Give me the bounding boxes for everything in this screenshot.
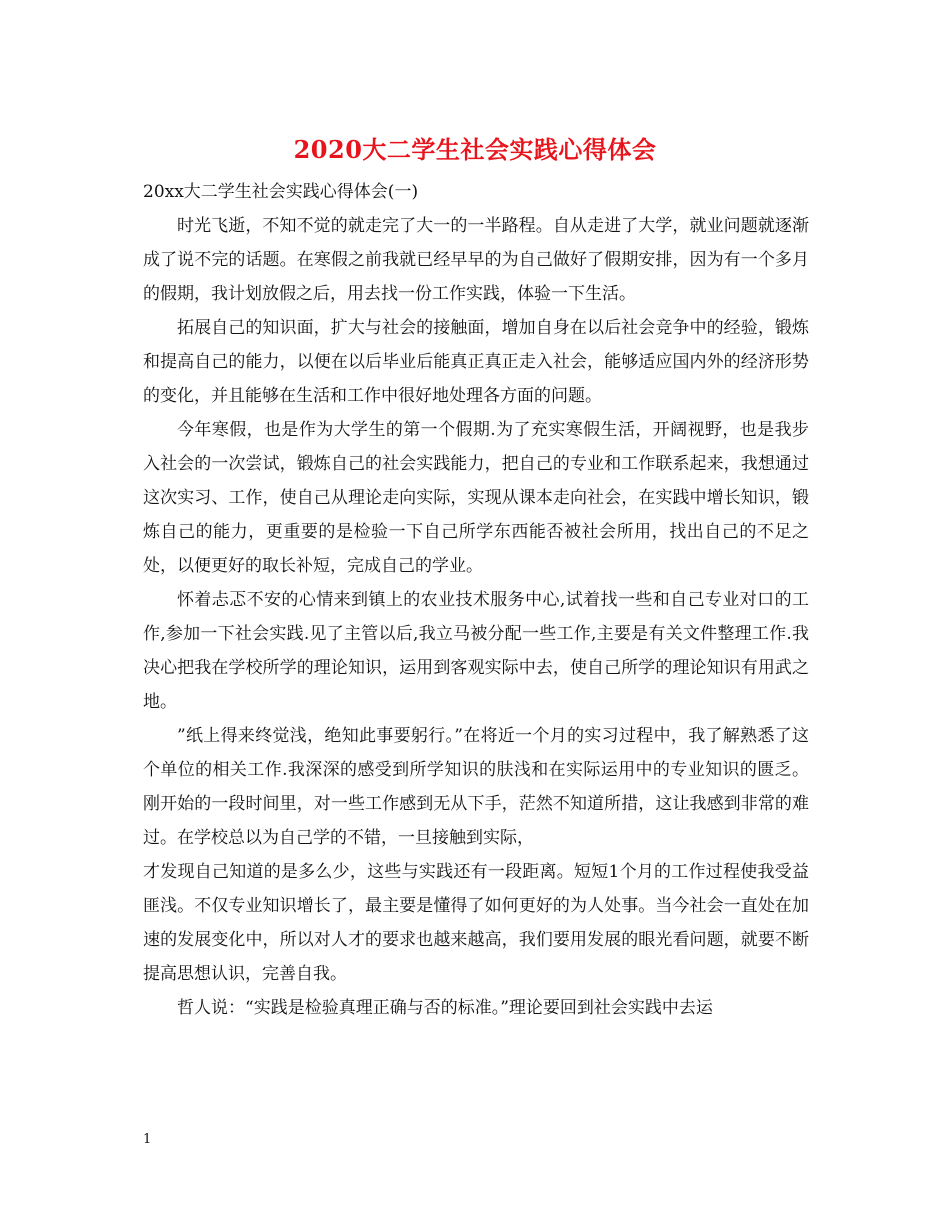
- page-number: 1: [143, 1132, 152, 1147]
- section-heading: 20xx大二学生社会实践心得体会(一): [143, 182, 419, 202]
- paragraph-5-continued: 才发现自己知道的是多么少，这些与实践还有一段距离。短短1个月的工作过程使我受益匪浅。不仅专业知识增长了，最主要是懂得了如何更好的为人处事。当今社会一直处在加速的发展变化中，所以对人才的要求也越来越高，我们要用发展的眼光看问题，就要不断提高思想认识，完善自我。: [143, 862, 809, 984]
- document-body: [143, 172, 809, 1025]
- paragraph-5: ”纸上得来终觉浅，绝知此事要躬行。”在将近一个月的实习过程中，我了解熟悉了这个单位的相关工作.我深深的感受到所学知识的肤浅和在实际运用中的专业知识的匮乏。刚开始的一段时间里，对一些工作感到无从下手，茫然不知道所措，这让我感到非常的难过。在学校总以为自己学的不错，一旦接触到实际，: [143, 726, 809, 848]
- paragraph-3: 今年寒假，也是作为大学生的第一个假期.为了充实寒假生活，开阔视野，也是我步入社会的一次尝试，锻炼自己的社会实践能力，把自己的专业和工作联系起来，我想通过这次实习、工作，使自己从理论走向实际，实现从课本走向社会，在实践中增长知识，锻炼自己的能力，更重要的是检验一下自己所学东西能否被社会所用，找出自己的不足之处，以便更好的取长补短，完成自己的学业。: [143, 420, 809, 576]
- paragraph-6: 哲人说：“实践是检验真理正确与否的标准。”理论要回到社会实践中去运: [177, 998, 713, 1018]
- paragraph-1: 时光飞逝，不知不觉的就走完了大一的一半路程。自从走进了大学，就业问题就逐渐成了说不完的话题。在寒假之前我就已经早早的为自己做好了假期安排，因为有一个多月的假期，我计划放假之后，用去找一份工作实践，体验一下生活。: [143, 216, 809, 304]
- paragraph-4: 怀着忐忑不安的心情来到镇上的农业技术服务中心,试着找一些和自己专业对口的工作,参加一下社会实践.见了主管以后,我立马被分配一些工作,主要是有关文件整理工作.我决心把我在学校所学的理论知识，运用到客观实际中去，使自己所学的理论知识有用武之地。: [143, 590, 809, 712]
- paragraph-2: 拓展自己的知识面，扩大与社会的接触面，增加自身在以后社会竞争中的经验，锻炼和提高自己的能力，以便在以后毕业后能真正真正走入社会，能够适应国内外的经济形势的变化，并且能够在生活和工作中很好地处理各方面的问题。: [143, 318, 809, 406]
- document-title: 2020大二学生社会实践心得体会: [293, 135, 657, 164]
